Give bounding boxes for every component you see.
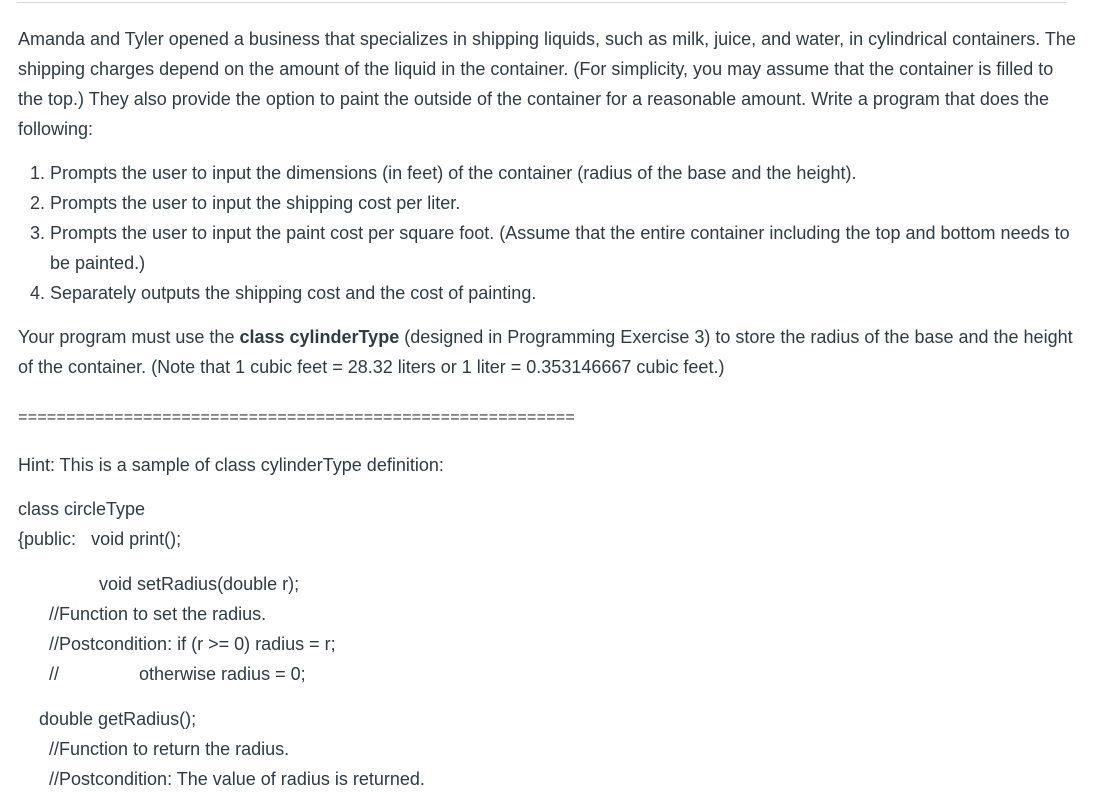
- step-item: 1. Prompts the user to input the dimensions (in feet) of the container (radius of the base and the height).: [50, 158, 1080, 188]
- code-line: [18, 659, 1080, 689]
- code-line: //Postcondition: if (r >= 0) radius = r;: [49, 634, 336, 654]
- step-item: 4. Separately outputs the shipping cost and the cost of painting.: [50, 278, 1080, 308]
- requirement-text-after: (designed in Programming Exercise 3) to store the radius of the base and the height of the container. (Note that 1 cubic feet = 28.32 liters or 1 liter = 0.353146667 cubic feet.): [18, 327, 1073, 377]
- hint-text: Hint: This is a sample of class cylinderType definition:: [18, 455, 444, 475]
- top-divider: [17, 2, 1067, 3]
- step-item: 2. Prompts the user to input the shipping cost per liter.: [50, 188, 1080, 218]
- code-line: //Function to set the radius.: [49, 604, 267, 624]
- code-line: [18, 524, 1080, 554]
- code-line: double getRadius();: [39, 709, 197, 729]
- requirement-class-name: class cylinderType: [239, 327, 400, 347]
- requirement-text-before: Your program must use the: [18, 327, 240, 347]
- code-line: //Function to return the radius.: [49, 739, 290, 759]
- code-token: void print();: [91, 529, 182, 549]
- code-sample: [18, 494, 1080, 794]
- problem-statement: [18, 24, 1080, 794]
- step-item: 3. Prompts the user to input the paint cost per square foot. (Assume that the entire container including the top and bottom needs to be painted.): [50, 218, 1080, 278]
- separator-line: ==========================================================: [18, 409, 575, 427]
- code-token: //: [49, 664, 60, 684]
- code-line: //Postcondition: The value of radius is returned.: [49, 769, 425, 789]
- intro-paragraph: Amanda and Tyler opened a business that specializes in shipping liquids, such as milk, juice, and water, in cylindrical containers. The shipping charges depend on the amount of the liquid in the container. (For simplicity, you may assume that the container is filled to the top.) They also provide the option to paint the outside of the container for a reasonable amount. Write a program that does the following:: [18, 29, 1076, 139]
- requirement-paragraph: [18, 322, 1080, 382]
- steps-list: [18, 158, 1080, 308]
- code-line: class circleType: [18, 499, 146, 519]
- code-token: {public:: [18, 529, 77, 549]
- code-line: void setRadius(double r);: [99, 574, 300, 594]
- code-token: otherwise radius = 0;: [139, 664, 306, 684]
